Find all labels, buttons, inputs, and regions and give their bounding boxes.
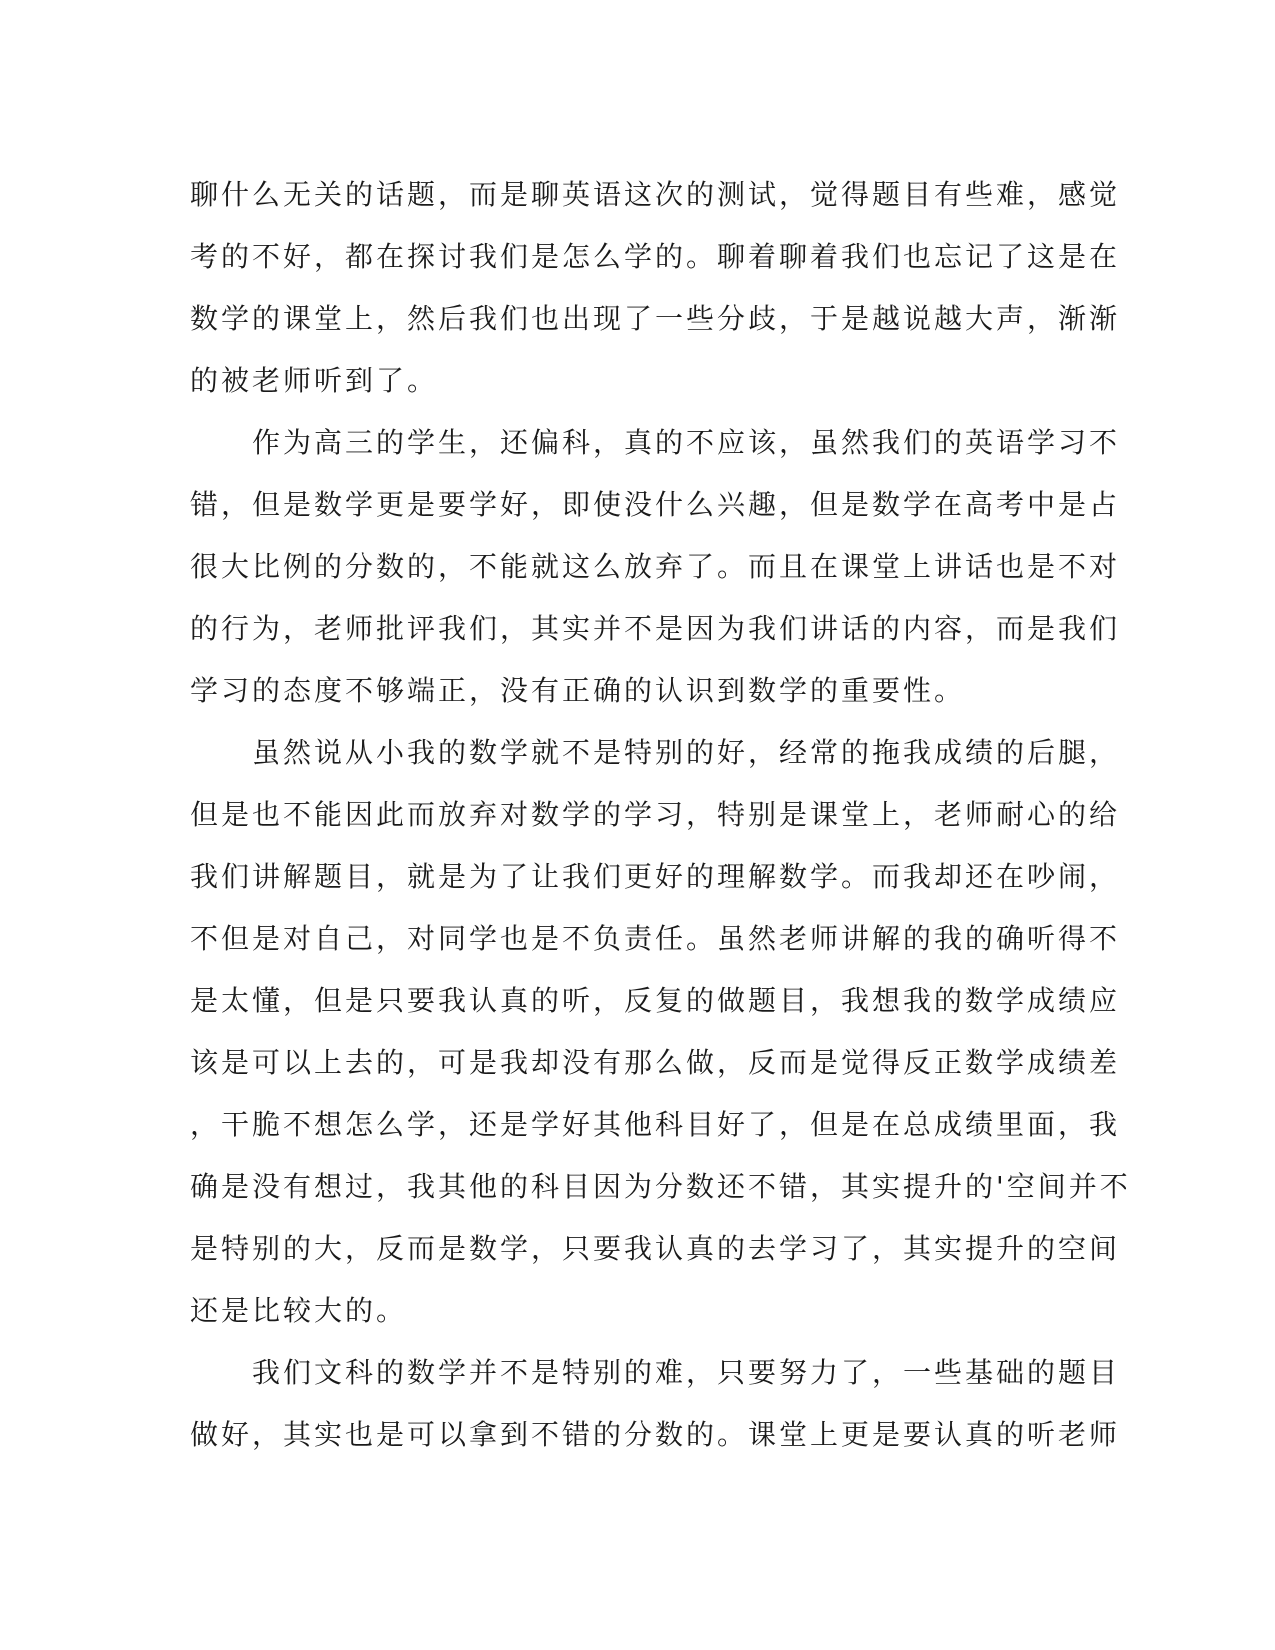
text-line: ，干脆不想怎么学，还是学好其他科目好了，但是在总成绩里面，我 xyxy=(190,1108,1121,1141)
text-line: 我们讲解题目，就是为了让我们更好的理解数学。而我却还在吵闹， xyxy=(190,860,1121,893)
text-line: 确是没有想过，我其他的科目因为分数还不错，其实提升的'空间并不 xyxy=(190,1170,1131,1203)
text-line: 该是可以上去的，可是我却没有那么做，反而是觉得反正数学成绩差 xyxy=(190,1046,1121,1079)
text-line: 数学的课堂上，然后我们也出现了一些分歧，于是越说越大声，渐渐 xyxy=(190,302,1121,335)
text-line: 虽然说从小我的数学就不是特别的好，经常的拖我成绩的后腿， xyxy=(190,736,1121,769)
text-line: 很大比例的分数的，不能就这么放弃了。而且在课堂上讲话也是不对 xyxy=(190,550,1121,583)
text-line: 学习的态度不够端正，没有正确的认识到数学的重要性。 xyxy=(190,674,966,707)
text-line: 我们文科的数学并不是特别的难，只要努力了，一些基础的题目 xyxy=(190,1356,1121,1389)
text-line: 错，但是数学更是要学好，即使没什么兴趣，但是数学在高考中是占 xyxy=(190,488,1121,521)
text-line: 的行为，老师批评我们，其实并不是因为我们讲话的内容，而是我们 xyxy=(190,612,1121,645)
text-line: 做好，其实也是可以拿到不错的分数的。课堂上更是要认真的听老师 xyxy=(190,1418,1121,1451)
text-line: 的被老师听到了。 xyxy=(190,364,439,397)
text-line: 聊什么无关的话题，而是聊英语这次的测试，觉得题目有些难，感觉 xyxy=(190,178,1121,211)
text-line: 考的不好，都在探讨我们是怎么学的。聊着聊着我们也忘记了这是在 xyxy=(190,240,1121,273)
text-line: 是特别的大，反而是数学，只要我认真的去学习了，其实提升的空间 xyxy=(190,1232,1121,1265)
text-line: 作为高三的学生，还偏科，真的不应该，虽然我们的英语学习不 xyxy=(190,426,1121,459)
document-body xyxy=(190,164,1131,1466)
text-line: 是太懂，但是只要我认真的听，反复的做题目，我想我的数学成绩应 xyxy=(190,984,1121,1017)
text-line: 但是也不能因此而放弃对数学的学习，特别是课堂上，老师耐心的给 xyxy=(190,798,1121,831)
text-line: 不但是对自己，对同学也是不负责任。虽然老师讲解的我的确听得不 xyxy=(190,922,1121,955)
text-line: 还是比较大的。 xyxy=(190,1294,408,1327)
